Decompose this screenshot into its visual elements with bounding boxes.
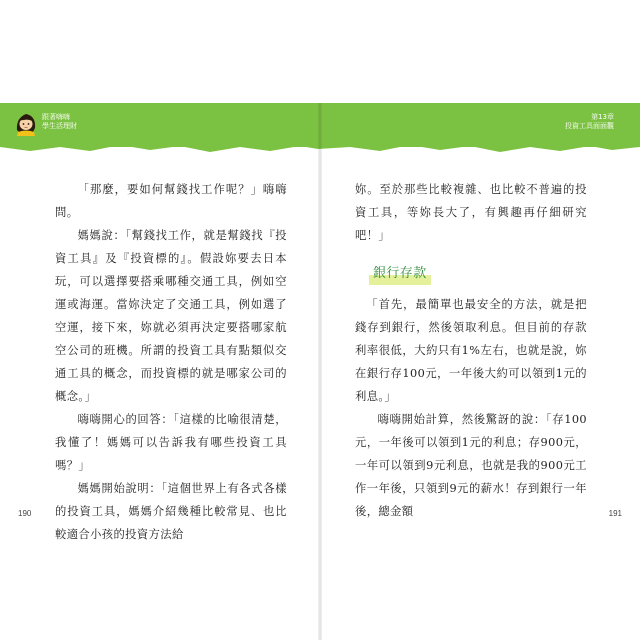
paragraph: 媽媽說：「幫錢找工作，就是幫錢找『投資工具』及『投資標的』。假設妳要去日本玩，可以選擇要搭乘哪種交通工具，例如空運或海運。當妳決定了交通工具，例如選了空運，接下來，妳就必須再決定要搭哪家航空公司的班機。所謂的投資工具有點類似交通工具的概念，而投資標的就是哪家公司的概念。」 <box>55 229 287 403</box>
page-number-right: 191 <box>608 509 622 518</box>
paragraph: 嗨嗨開始計算，然後驚訝的說：「存100元，一年後可以領到1元的利息；存900元，一年可以領到9元利息，也就是我的900元工作一年後，只領到9元的薪水！存到銀行一年後，總金額 <box>355 413 587 518</box>
header-right-title <box>565 113 614 131</box>
right-page-text <box>355 178 587 523</box>
chapter-title: 投資工具面面觀 <box>565 122 614 130</box>
paragraph: 嗨嗨開心的回答：「這樣的比喻很清楚，我懂了！媽媽可以告訴我有哪些投資工具嗎？」 <box>55 413 287 472</box>
series-title: 跟著嗨嗨 <box>42 113 70 121</box>
paragraph: 妳。至於那些比較複雜、也比較不普遍的投資工具，等妳長大了，有興趣再仔細研究吧！」 <box>355 183 587 242</box>
boy-avatar-icon <box>14 110 38 136</box>
section-heading: 銀行存款 <box>369 263 431 285</box>
paragraph: 「那麼，要如何幫錢找工作呢？」嗨嗨問。 <box>55 183 287 219</box>
left-page-text <box>55 178 287 546</box>
series-subtitle: 學生活理財 <box>42 122 77 130</box>
paragraph: 「首先，最簡單也最安全的方法，就是把錢存到銀行，然後領取利息。但目前的存款利率很低，大約只有1%左右，也就是說，妳在銀行存100元，一年後大約可以領到1元的利息。」 <box>355 298 587 403</box>
chapter-number: 第13章 <box>591 113 614 121</box>
header-left-title <box>42 113 77 131</box>
paragraph: 媽媽開始說明：「這個世界上有各式各樣的投資工具，媽媽介紹幾種比較常見、也比較適合小孩的投資方法給 <box>55 482 287 541</box>
page-number-left: 190 <box>18 509 32 518</box>
page-gutter <box>318 103 322 640</box>
